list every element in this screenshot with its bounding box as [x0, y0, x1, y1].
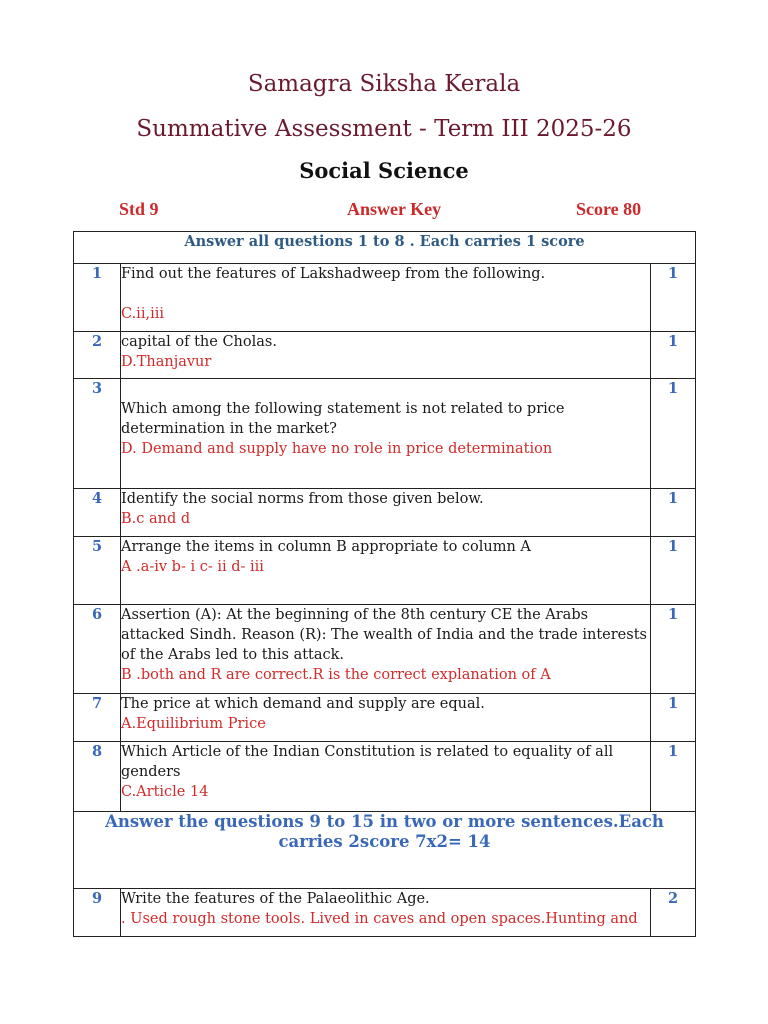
question-cell — [121, 694, 651, 742]
question-score: 1 — [651, 605, 696, 694]
std-label: Std 9 — [119, 199, 159, 219]
question-number: 6 — [74, 605, 121, 694]
question-text: Which among the following statement is not related to price determination in the market? — [121, 401, 565, 437]
question-number: 9 — [74, 889, 121, 937]
question-number: 5 — [74, 537, 121, 605]
table-row — [74, 694, 696, 742]
question-text: Write the features of the Palaeolithic Age. — [121, 891, 430, 907]
question-cell — [121, 332, 651, 379]
table-row — [74, 537, 696, 605]
question-score: 1 — [651, 694, 696, 742]
question-text: Which Article of the Indian Constitution is related to equality of all genders — [121, 744, 614, 780]
question-cell — [121, 605, 651, 694]
answer-text: D. Demand and supply have no role in price determination — [121, 441, 553, 457]
table-row — [74, 605, 696, 694]
question-number: 8 — [74, 742, 121, 812]
question-score: 1 — [651, 742, 696, 812]
question-text: Arrange the items in column B appropriate to column A — [121, 539, 531, 555]
question-number: 4 — [74, 489, 121, 537]
section-header-row — [74, 812, 696, 889]
question-score: 1 — [651, 332, 696, 379]
question-cell — [121, 379, 651, 489]
org-title: Samagra Siksha Kerala — [247, 71, 521, 97]
question-cell — [121, 537, 651, 605]
question-number: 3 — [74, 379, 121, 489]
answer-text: C.Article 14 — [121, 784, 209, 800]
question-cell — [121, 742, 651, 812]
question-score: 2 — [651, 889, 696, 937]
exam-title: Summative Assessment - Term III 2025-26 — [136, 116, 632, 142]
answer-text: . Used rough stone tools. Lived in caves and open spaces.Hunting and — [121, 911, 638, 927]
answer-text: C.ii,iii — [121, 306, 164, 322]
table-row — [74, 332, 696, 379]
question-cell — [121, 889, 651, 937]
answer-text: A .a-iv b- i c- ii d- iii — [121, 559, 264, 575]
question-text: Assertion (A): At the beginning of the 8th century CE the Arabs attacked Sindh. Reason (R): The wealth of India and the trade interests of the Arabs led to this attack. — [121, 607, 647, 663]
question-text: Find out the features of Lakshadweep from the following. — [121, 266, 546, 282]
question-cell — [121, 264, 651, 332]
table-row — [74, 489, 696, 537]
table-row — [74, 889, 696, 937]
question-text: The price at which demand and supply are equal. — [121, 696, 485, 712]
answer-text: D.Thanjavur — [121, 354, 212, 370]
total-score-label: Score 80 — [576, 199, 642, 219]
section-heading: Answer all questions 1 to 8 . Each carries 1 score — [74, 232, 696, 264]
question-cell — [121, 489, 651, 537]
table-row — [74, 379, 696, 489]
answer-text: A.Equilibrium Price — [121, 716, 266, 732]
subject-title: Social Science — [299, 158, 469, 183]
table-row — [74, 264, 696, 332]
question-score: 1 — [651, 264, 696, 332]
question-text: capital of the Cholas. — [121, 334, 277, 350]
answer-key-label: Answer Key — [347, 199, 442, 219]
question-number: 7 — [74, 694, 121, 742]
answer-key-table — [73, 231, 696, 937]
answer-text: B .both and R are correct.R is the correct explanation of A — [121, 667, 551, 683]
question-score: 1 — [651, 489, 696, 537]
question-text: Identify the social norms from those given below. — [121, 491, 484, 507]
question-score: 1 — [651, 379, 696, 489]
question-number: 2 — [74, 332, 121, 379]
table-row — [74, 742, 696, 812]
question-score: 1 — [651, 537, 696, 605]
section-heading: Answer the questions 9 to 15 in two or more sentences.Each carries 2score 7x2= 14 — [74, 812, 696, 889]
question-number: 1 — [74, 264, 121, 332]
answer-text: B.c and d — [121, 511, 191, 527]
section-header-row — [74, 232, 696, 264]
